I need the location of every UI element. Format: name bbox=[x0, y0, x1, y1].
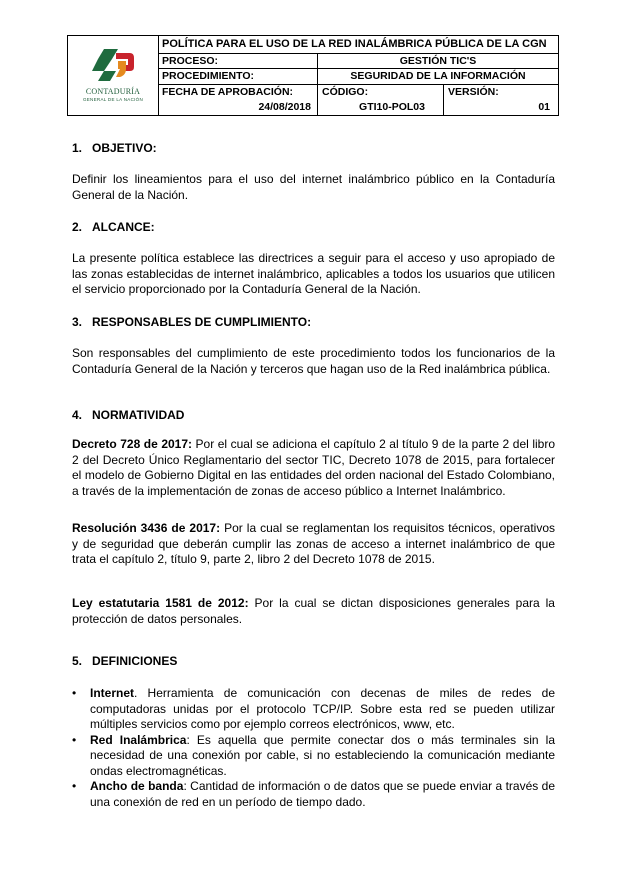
definition-term: Internet bbox=[90, 686, 135, 700]
logo-cell bbox=[68, 36, 159, 115]
norma-ley-1581 bbox=[72, 596, 555, 627]
section-heading-definiciones bbox=[72, 654, 177, 668]
list-item bbox=[72, 733, 555, 780]
norma-text: Por la cual se reglamentan los requisitos técnicos, operativos y de seguridad que deberán cumplir las zonas de acceso a internet inalámbrico de que trata el capítulo 2, título 9, parte 2, libro 2 del Decreto 1078 de 2015. bbox=[72, 521, 555, 566]
fecha-cell bbox=[158, 85, 318, 115]
version-cell bbox=[444, 85, 558, 115]
section-number: 2. bbox=[72, 220, 83, 234]
norma-decreto-728 bbox=[72, 437, 555, 499]
definition-text: : Es aquella que permite conectar dos o más terminales sin la necesidad de una conexión por cable, si no estableciendo la comunicación mediante ondas electromagnéticas. bbox=[90, 732, 555, 778]
procedimiento-value: SEGURIDAD DE LA INFORMACIÓN bbox=[350, 70, 526, 82]
logo-name: CONTADURÍA bbox=[85, 87, 141, 96]
cgn-logo-icon bbox=[90, 45, 136, 85]
version-label: VERSIÓN: bbox=[448, 86, 499, 98]
section-heading-objetivo bbox=[72, 141, 157, 155]
norma-title: Decreto 728 de 2017: bbox=[72, 437, 193, 451]
bullet-icon: • bbox=[72, 686, 77, 700]
list-item bbox=[72, 779, 555, 810]
definitions-list bbox=[72, 686, 555, 810]
norma-text: Por el cual se adiciona el capítulo 2 al título 9 de la parte 2 del libro 2 del Decreto Único Reglamentario del sector TIC, Decreto 1078 de 2015, para fortalecer el modelo de Gobierno Digital en las entidades del orden nacional del Estado Colombiano, a través de la implementación de zonas de acceso público a Internet Inalámbrico. bbox=[72, 437, 555, 498]
section-number: 4. bbox=[72, 408, 83, 422]
logo-subtitle: GENERAL DE LA NACIÓN bbox=[82, 97, 144, 102]
section-title: RESPONSABLES DE CUMPLIMIENTO: bbox=[92, 315, 312, 329]
header-procedimiento-row bbox=[158, 69, 558, 85]
norma-title: Resolución 3436 de 2017: bbox=[72, 521, 221, 535]
version-value: 01 bbox=[538, 101, 550, 113]
section-number: 5. bbox=[72, 654, 83, 668]
definition-term: Red Inalámbrica bbox=[90, 732, 187, 747]
list-item bbox=[72, 686, 555, 733]
codigo-value: GTI10-POL03 bbox=[359, 101, 425, 113]
norma-resolucion-3436 bbox=[72, 521, 555, 568]
codigo-label: CÓDIGO: bbox=[322, 86, 369, 98]
codigo-cell bbox=[318, 85, 444, 115]
header-proceso-row bbox=[158, 54, 558, 69]
section-title: OBJETIVO: bbox=[92, 141, 157, 155]
definition-text: . Herramienta de comunicación con decenas de miles de redes de computadoras unidas por el protocolo TCP/IP. Sobre esta red se pueden utilizar múltiples servicios como por ejemplo correos electrónicos, www, etc. bbox=[90, 686, 555, 731]
procedimiento-label: PROCEDIMIENTO: bbox=[158, 69, 318, 84]
proceso-value: GESTIÓN TIC'S bbox=[399, 55, 477, 67]
section-heading-alcance bbox=[72, 220, 155, 234]
section-title: DEFINICIONES bbox=[92, 654, 178, 668]
section-number: 1. bbox=[72, 141, 83, 155]
alcance-text: La presente política establece las directrices a seguir para el acceso y uso apropiado de las zonas establecidas de internet inalámbrico, aplicables a todos los usuarios que utilicen el servicio proporcionado por la Contaduría General de la Nación. bbox=[72, 251, 555, 296]
objetivo-text: Definir los lineamientos para el uso del internet inalámbrico público en la Contaduría General de la Nación. bbox=[72, 172, 555, 202]
section-title: NORMATIVIDAD bbox=[92, 408, 185, 422]
document-header-table bbox=[67, 35, 559, 116]
definition-term: Ancho de banda bbox=[90, 779, 184, 793]
definition-text: : Cantidad de información o de datos que se puede enviar a través de una conexión de red en un período de tiempo dado. bbox=[90, 779, 555, 809]
document-title: POLÍTICA PARA EL USO DE LA RED INALÁMBRICA PÚBLICA DE LA CGN bbox=[162, 38, 547, 50]
proceso-label: PROCESO: bbox=[158, 54, 318, 68]
section-title: ALCANCE: bbox=[92, 220, 155, 234]
norma-title: Ley estatutaria 1581 de 2012: bbox=[72, 596, 249, 610]
fecha-value: 24/08/2018 bbox=[258, 101, 311, 113]
section-number: 3. bbox=[72, 315, 83, 329]
fecha-label: FECHA DE APROBACIÓN: bbox=[162, 86, 294, 98]
header-title-row bbox=[158, 36, 558, 54]
bullet-icon: • bbox=[72, 732, 77, 747]
section-heading-normatividad bbox=[72, 408, 184, 422]
responsables-text: Son responsables del cumplimiento de este procedimiento todos los funcionarios de la Contaduría General de la Nación y terceros que hagan uso de la Red inalámbrica pública. bbox=[72, 346, 555, 376]
section-heading-responsables bbox=[72, 315, 311, 329]
norma-text: Por la cual se dictan disposiciones generales para la protección de datos personales. bbox=[72, 596, 555, 626]
bullet-icon: • bbox=[72, 779, 77, 793]
header-meta-row bbox=[158, 85, 558, 115]
